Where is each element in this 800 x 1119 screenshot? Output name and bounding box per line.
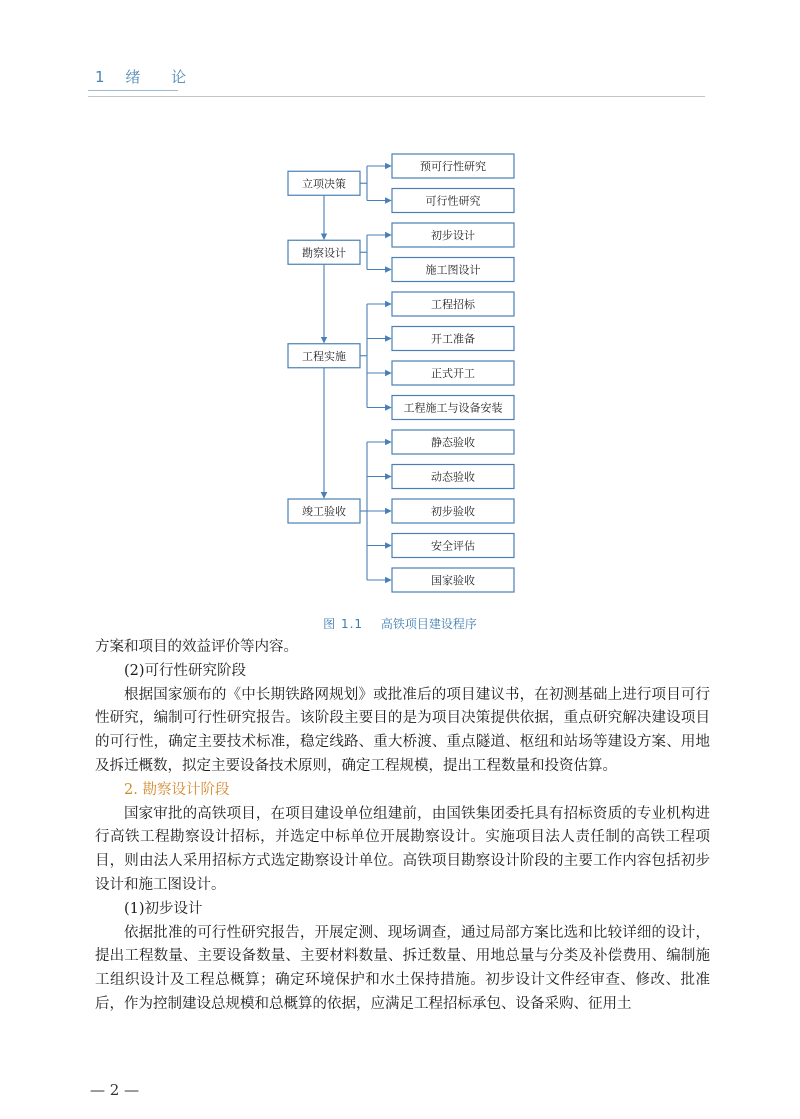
construction-procedure-flowchart xyxy=(280,148,530,600)
step-label: 施工图设计 xyxy=(425,263,481,277)
figure-title: 高铁项目建设程序 xyxy=(380,617,477,631)
page-number: — 2 — xyxy=(90,1081,140,1099)
step-label: 正式开工 xyxy=(431,367,475,380)
step-label: 工程施工与设备安装 xyxy=(403,401,503,415)
header-accent-rule xyxy=(88,90,178,91)
figure-label: 图 1.1 xyxy=(323,617,364,631)
step-label: 静态验收 xyxy=(431,436,475,449)
section-heading: 2. 勘察设计阶段 xyxy=(124,781,230,798)
figure-caption xyxy=(0,615,800,632)
step-label: 安全评估 xyxy=(431,539,475,553)
step-label: 国家验收 xyxy=(431,574,475,587)
body-text xyxy=(95,636,710,1017)
chapter-header xyxy=(95,66,188,87)
stage-1-label: 立项决策 xyxy=(302,177,346,191)
paragraph: 根据国家颁布的《中长期铁路网规划》或批准后的项目建议书，在初测基础上进行项目可行性研究，编制可行性研究报告。该阶段主要目的是为项目决策提供依据，重点研究解决建设项目的可行性，确定主要技术标准，稳定线路、重大桥渡、重点隧道、枢纽和站场等建设方案、用地及拆迁概数，拟定主要设备技术原则，确定工程规模，提出工程数量和投资估算。 xyxy=(95,686,710,774)
step-label: 预可行性研究 xyxy=(420,160,486,173)
step-label: 可行性研究 xyxy=(425,194,481,208)
step-label: 开工准备 xyxy=(431,332,475,346)
stage-3-label: 工程实施 xyxy=(302,349,346,363)
header-divider xyxy=(88,96,705,97)
paragraph: 方案和项目的效益评价等内容。 xyxy=(95,639,298,655)
step-label: 工程招标 xyxy=(431,298,475,311)
subsection-heading: (2)可行性研究阶段 xyxy=(124,662,247,679)
paragraph: 国家审批的高铁项目，在项目建设单位组建前，由国铁集团委托具有招标资质的专业机构进行高铁工程勘察设计招标，并选定中标单位开展勘察设计。实施项目法人责任制的高铁工程项目，则由法人采用招标方式选定勘察设计单位。高铁项目勘察设计阶段的主要工作内容包括初步设计和施工图设计。 xyxy=(95,805,710,893)
step-label: 初步验收 xyxy=(431,505,475,518)
chapter-title-char-1: 绪 xyxy=(125,68,143,86)
chapter-number: 1 xyxy=(95,68,107,86)
stage-4-label: 竣工验收 xyxy=(302,505,346,518)
subsection-heading: (1)初步设计 xyxy=(124,900,203,917)
chapter-title-char-2: 论 xyxy=(171,68,189,86)
step-label: 动态验收 xyxy=(431,470,475,484)
paragraph: 依据批准的可行性研究报告，开展定测、现场调查，通过局部方案比选和比较详细的设计，提出工程数量、主要设备数量、主要材料数量、拆迁数量、用地总量与分类及补偿费用、编制施工组织设计及工程总概算；确定环境保护和水土保持措施。初步设计文件经审查、修改、批准后，作为控制建设总规模和总概算的依据，应满足工程招标承包、设备采购、征用土 xyxy=(95,924,710,1012)
step-label: 初步设计 xyxy=(431,229,475,242)
stage-2-label: 勘察设计 xyxy=(302,246,346,260)
